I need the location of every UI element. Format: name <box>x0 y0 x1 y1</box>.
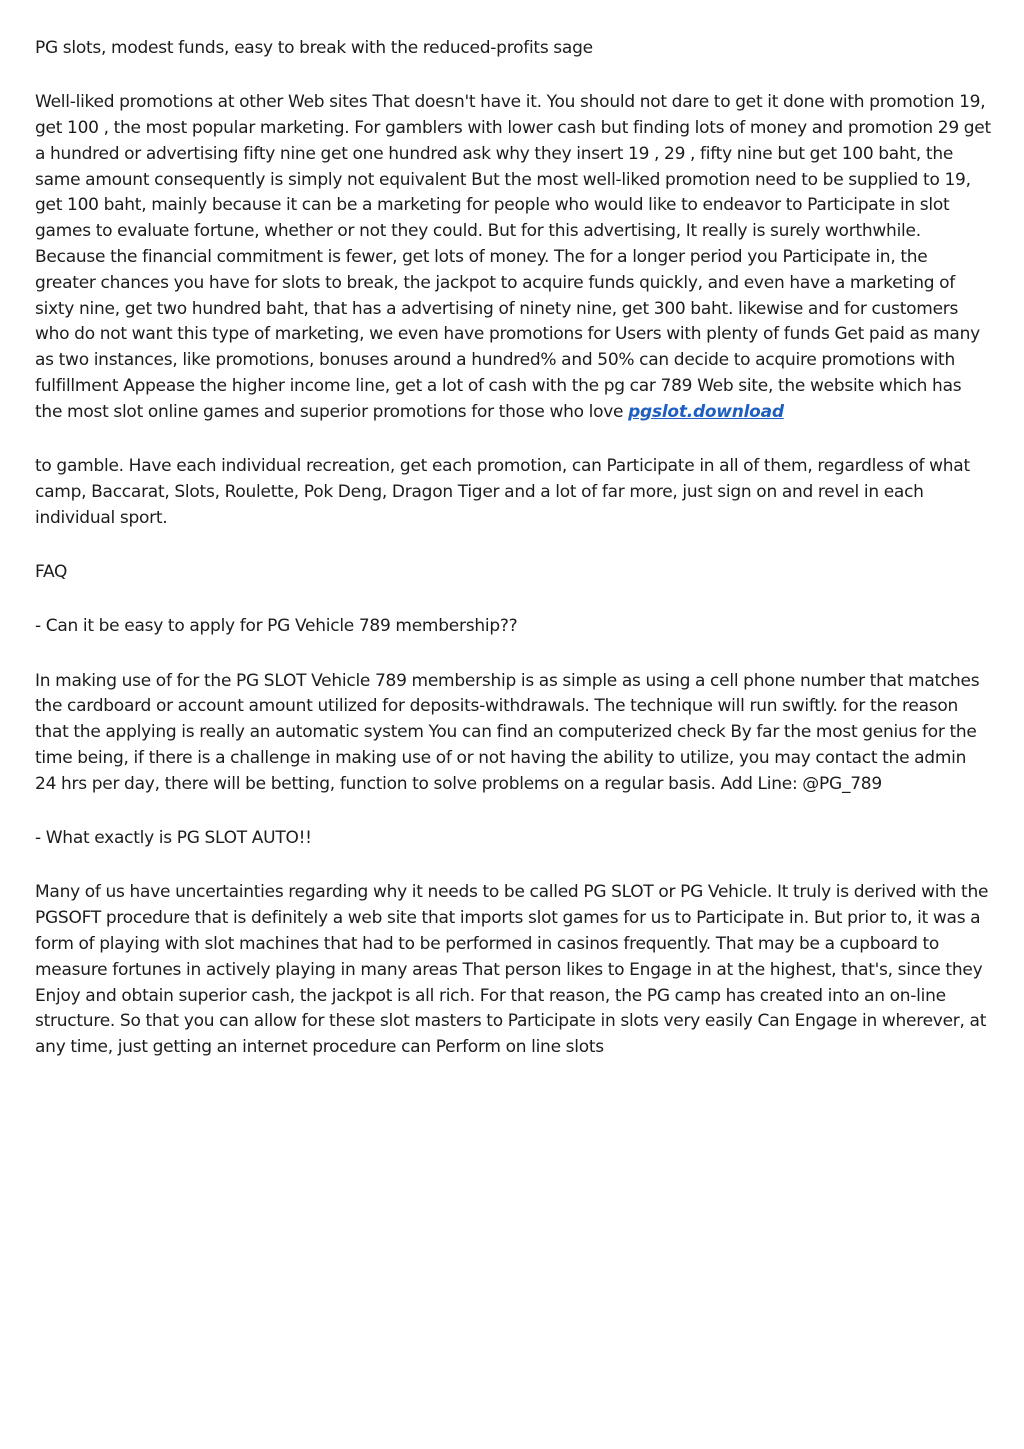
pgslot-download-link[interactable]: pgslot.download <box>628 401 784 422</box>
paragraph-promotions-text: Well-liked promotions at other Web sites That doesn't have it. You should not dare to get it done with promotion 19, get 100 , the most popular marketing. For gamblers with lower cash but finding lots of money and promotion 29 get a hundred or advertising fifty nine get one hundred ask why they insert 19 , 29 , fifty nine but get 100 baht, the same amount consequently is simply not equivalent But the most well-liked promotion need to be supplied to 19, get 100 baht, mainly because it can be a marketing for people who would like to endeavor to Participate in slot games to evaluate fortune, whether or not they could. But for this advertising, It really is surely worthwhile. Because the financial commitment is fewer, get lots of money. The for a longer period you Participate in, the greater chances you have for slots to break, the jackpot to acquire funds quickly, and even have a marketing of sixty nine, get two hundred baht, that has a advertising of ninety nine, get 300 baht. likewise and for customers who do not want this type of marketing, we even have promotions for Users with plenty of funds Get paid as many as two instances, like promotions, bonuses around a hundred% and 50% can decide to acquire promotions with fulfillment Appease the higher income line, get a lot of cash with the pg car 789 Web site, the website which has the most slot online games and superior promotions for those who love <box>35 92 991 422</box>
faq-answer-membership: In making use of for the PG SLOT Vehicle 789 membership is as simple as using a cell phone number that matches the cardboard or account amount utilized for deposits-withdrawals. The technique will run swiftly. for the reason that the applying is really an automatic system You can find an computerized check By far the most genius for the time being, if there is a challenge in making use of or not having the ability to utilize, you may contact the admin 24 hrs per day, there will be betting, function to solve problems on a regular basis. Add Line: @PG_789 <box>35 670 980 794</box>
document-title: PG slots, modest funds, easy to break with the reduced-profits sage <box>35 38 593 58</box>
paragraph-promotions <box>35 90 991 425</box>
paragraph-gamble: to gamble. Have each individual recreation, get each promotion, can Participate in all of them, regardless of what camp, Baccarat, Slots, Roulette, Pok Deng, Dragon Tiger and a lot of far more, just sign on and revel in each individual sport. <box>35 456 970 528</box>
faq-question-auto: - What exactly is PG SLOT AUTO!! <box>35 828 312 849</box>
faq-heading: FAQ <box>35 562 68 583</box>
faq-answer-auto: Many of us have uncertainties regarding why it needs to be called PG SLOT or PG Vehicle. It truly is derived with the PGSOFT procedure that is definitely a web site that imports slot games for us to Participate in. But prior to, it was a form of playing with slot machines that had to be performed in casinos frequently. That may be a cupboard to measure fortunes in actively playing in many areas That person likes to Engage in at the highest, that's, since they Enjoy and obtain superior cash, the jackpot is all rich. For that reason, the PG camp has created into an on-line structure. So that you can allow for these slot masters to Participate in slots very easily Can Engage in wherever, at any time, just getting an internet procedure can Perform on line slots <box>35 882 989 1058</box>
document-body <box>35 36 991 1090</box>
faq-question-membership: - Can it be easy to apply for PG Vehicle 789 membership?? <box>35 616 518 637</box>
